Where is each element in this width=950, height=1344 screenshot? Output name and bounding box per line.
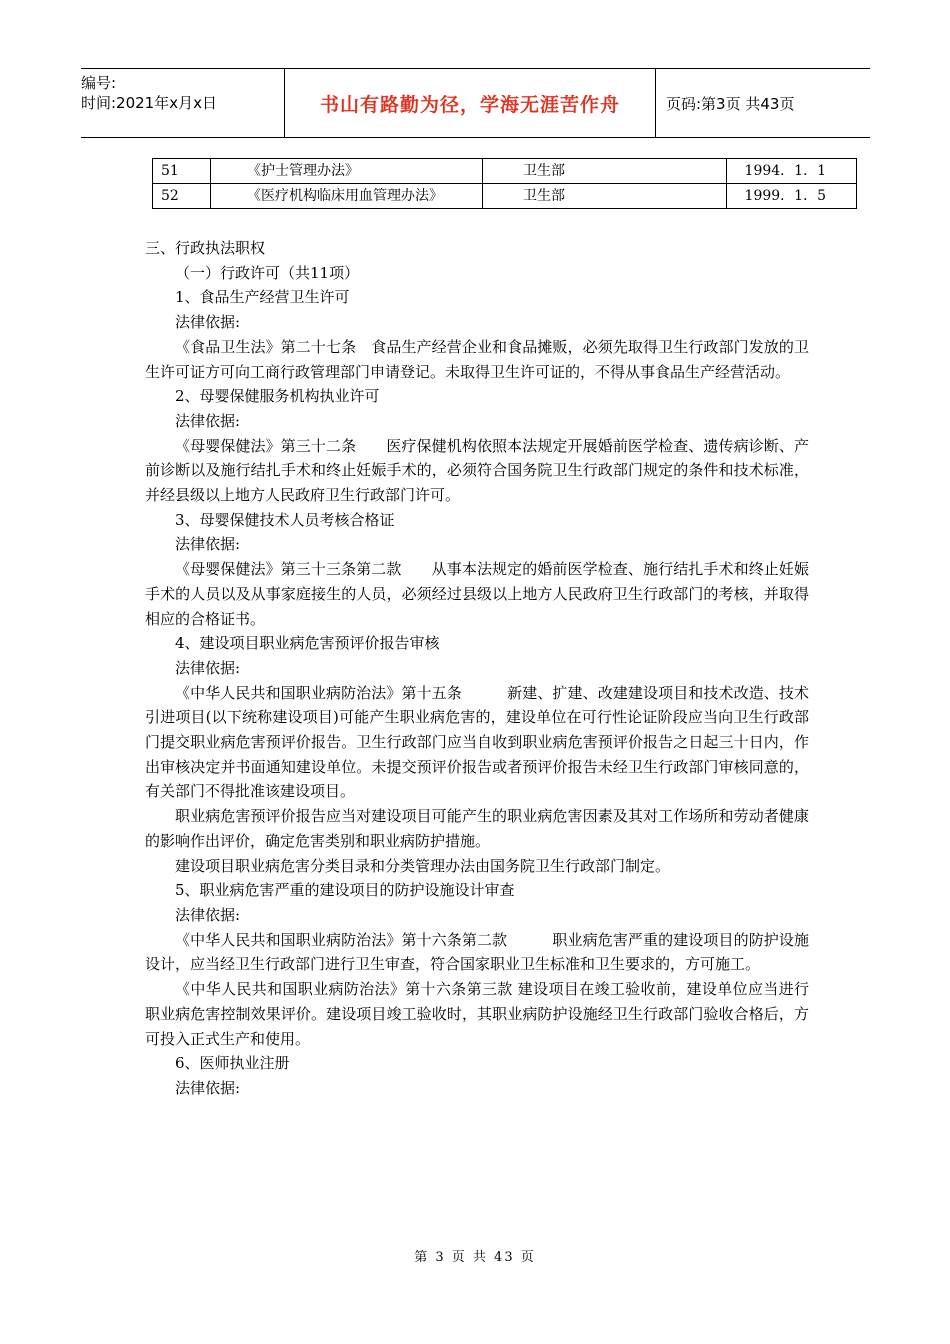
legal-basis-label: 法律依据:: [175, 313, 241, 332]
row-date: 1994．1．1: [727, 159, 857, 184]
legal-basis-label: 法律依据:: [175, 905, 241, 924]
paragraph: 《中华人民共和国职业病防治法》第十六条第三款 建设项目在竣工验收前，建设单位应当进行职业病危害控制效果评价。建设项目竣工验收时，其职业病防护设施经卫生行政部门验收合格后，方可投入正式生产和使用。: [145, 980, 809, 1048]
table-row: [153, 159, 857, 184]
legal-basis-label: 法律依据:: [175, 658, 241, 677]
row-date: 1999．1．5: [727, 184, 857, 209]
legal-basis-label: 法律依据:: [175, 411, 241, 430]
legal-basis-label: 法律依据:: [175, 535, 241, 554]
header-page-info: 页码:第3页 共43页: [666, 94, 795, 113]
row-title: 《护士管理办法》: [211, 159, 483, 184]
row-dept: 卫生部: [483, 184, 727, 209]
regulations-table: [152, 158, 857, 209]
item-title: 2、母婴保健服务机构执业许可: [175, 387, 380, 406]
item-title: 4、建设项目职业病危害预评价报告审核: [175, 634, 440, 653]
subsection-heading: （一）行政许可（共11项）: [175, 263, 360, 282]
document-body: [145, 236, 809, 1101]
section-heading: 三、行政执法职权: [145, 239, 266, 257]
row-dept: 卫生部: [483, 159, 727, 184]
paragraph: 《中华人民共和国职业病防治法》第十五条 新建、扩建、改建建设项目和技术改造、技术引进项目(以下统称建设项目)可能产生职业病危害的，建设单位在可行性论证阶段应当向卫生行政部门提交职业病危害预评价报告。卫生行政部门应当自收到职业病危害预评价报告之日起三十日内，作出审核决定并书面通知建设单位。未提交预评价报告或者预评价报告未经卫生行政部门审核同意的，有关部门不得批准该建设项目。: [145, 683, 809, 801]
row-title: 《医疗机构临床用血管理办法》: [211, 184, 483, 209]
item-title: 1、食品生产经营卫生许可: [175, 288, 350, 307]
paragraph: 《母婴保健法》第三十三条第二款 从事本法规定的婚前医学检查、施行结扎手术和终止妊娠手术的人员以及从事家庭接生的人员，必须经过县级以上地方人民政府卫生行政部门的考核，并取得相应的合格证书。: [145, 560, 809, 628]
header-meta: [81, 69, 284, 137]
legal-basis-label: 法律依据:: [175, 1078, 241, 1097]
paragraph: 《母婴保健法》第三十二条 医疗保健机构依照本法规定开展婚前医学检查、遗传病诊断、产前诊断以及施行结扎手术和终止妊娠手术的，必须符合国务院卫生行政部门规定的条件和技术标准，并经县级以上地方人民政府卫生行政部门许可。: [145, 436, 809, 505]
page-footer: 第 3 页 共 43 页: [414, 1250, 536, 1265]
item-title: 5、职业病危害严重的建设项目的防护设施设计审查: [175, 881, 515, 900]
paragraph: 《食品卫生法》第二十七条 食品生产经营企业和食品摊贩，必须先取得卫生行政部门发放的卫生许可证方可向工商行政管理部门申请登记。未取得卫生许可证的，不得从事食品生产经营活动。: [145, 337, 809, 381]
item-title: 3、母婴保健技术人员考核合格证: [175, 510, 395, 529]
date-text: 时间:2021年x月x日: [81, 94, 217, 112]
row-number: 52: [153, 184, 211, 209]
paragraph: 建设项目职业病危害分类目录和分类管理办法由国务院卫生行政部门制定。: [175, 856, 671, 875]
row-number: 51: [153, 159, 211, 184]
paragraph: 职业病危害预评价报告应当对建设项目可能产生的职业病危害因素及其对工作场所和劳动者健康的影响作出评价，确定危害类别和职业病防护措施。: [145, 807, 809, 850]
item-title: 6、医师执业注册: [175, 1054, 290, 1073]
page-header: [81, 68, 870, 138]
paragraph: 《中华人民共和国职业病防治法》第十六条第二款 职业病危害严重的建设项目的防护设施设计，应当经卫生行政部门进行卫生审查，符合国家职业卫生标准和卫生要求的，方可施工。: [145, 930, 809, 974]
table-row: [153, 184, 857, 209]
serial-label: 编号:: [81, 74, 117, 92]
header-motto: 书山有路勤为径，学海无涯苦作舟: [284, 69, 656, 137]
